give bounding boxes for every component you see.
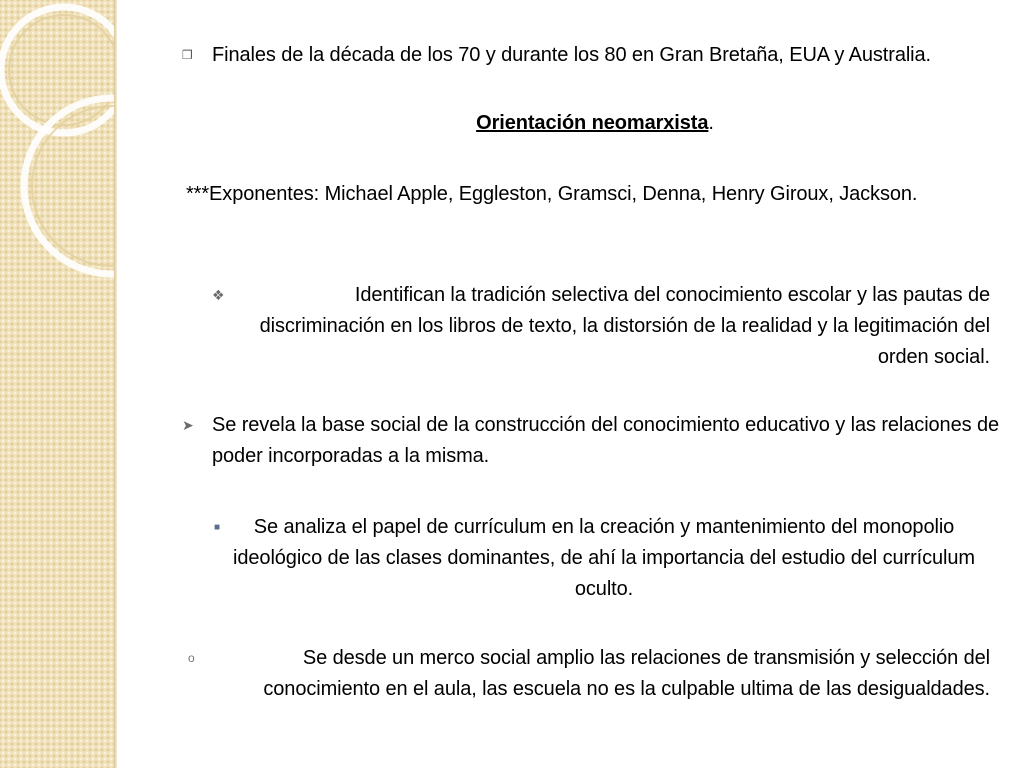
arrow-bullet-icon: ➤ <box>182 417 194 433</box>
bullet-paragraph-1 <box>182 40 1002 71</box>
circle-bullet-icon: o <box>188 651 195 665</box>
paragraph-5-text: Se desde un merco social amplio las relaciones de transmisión y selección del conocimiento en el aula, las escuela no es la culpable ultima de las desigualdades. <box>263 647 990 700</box>
paragraph-2-text: Identifican la tradición selectiva del conocimiento escolar y las pautas de discriminación en los libros de texto, la distorsión de la realidad y la legitimación del orden social. <box>259 284 990 368</box>
section-heading <box>0 108 1024 139</box>
hollow-square-bullet-icon: ❒ <box>182 48 193 62</box>
heading-text: Orientación neomarxista <box>476 112 709 134</box>
bullet-paragraph-3 <box>182 410 1002 472</box>
paragraph-3-text: Se revela la base social de la construcción del conocimiento educativo y las relaciones de poder incorporadas a la misma. <box>212 414 1000 467</box>
exponents-paragraph <box>186 179 1002 210</box>
bullet-paragraph-4 <box>214 512 980 605</box>
heading-suffix: . <box>708 112 714 134</box>
bullet-paragraph-5 <box>188 643 990 705</box>
exponents-text: ***Exponentes: Michael Apple, Eggleston, Gramsci, Denna, Henry Giroux, Jackson. <box>186 183 918 205</box>
paragraph-4-text: Se analiza el papel de currículum en la creación y mantenimiento del monopolio ideológico de las clases dominantes, de ahí la importancia del estudio del currículum oculto. <box>233 516 975 600</box>
paragraph-1-text: Finales de la década de los 70 y durante los 80 en Gran Bretaña, EUA y Australia. <box>212 44 932 66</box>
bullet-paragraph-2 <box>212 280 990 373</box>
four-diamond-bullet-icon: ❖ <box>212 287 225 303</box>
small-square-bullet-icon: ■ <box>214 522 220 533</box>
